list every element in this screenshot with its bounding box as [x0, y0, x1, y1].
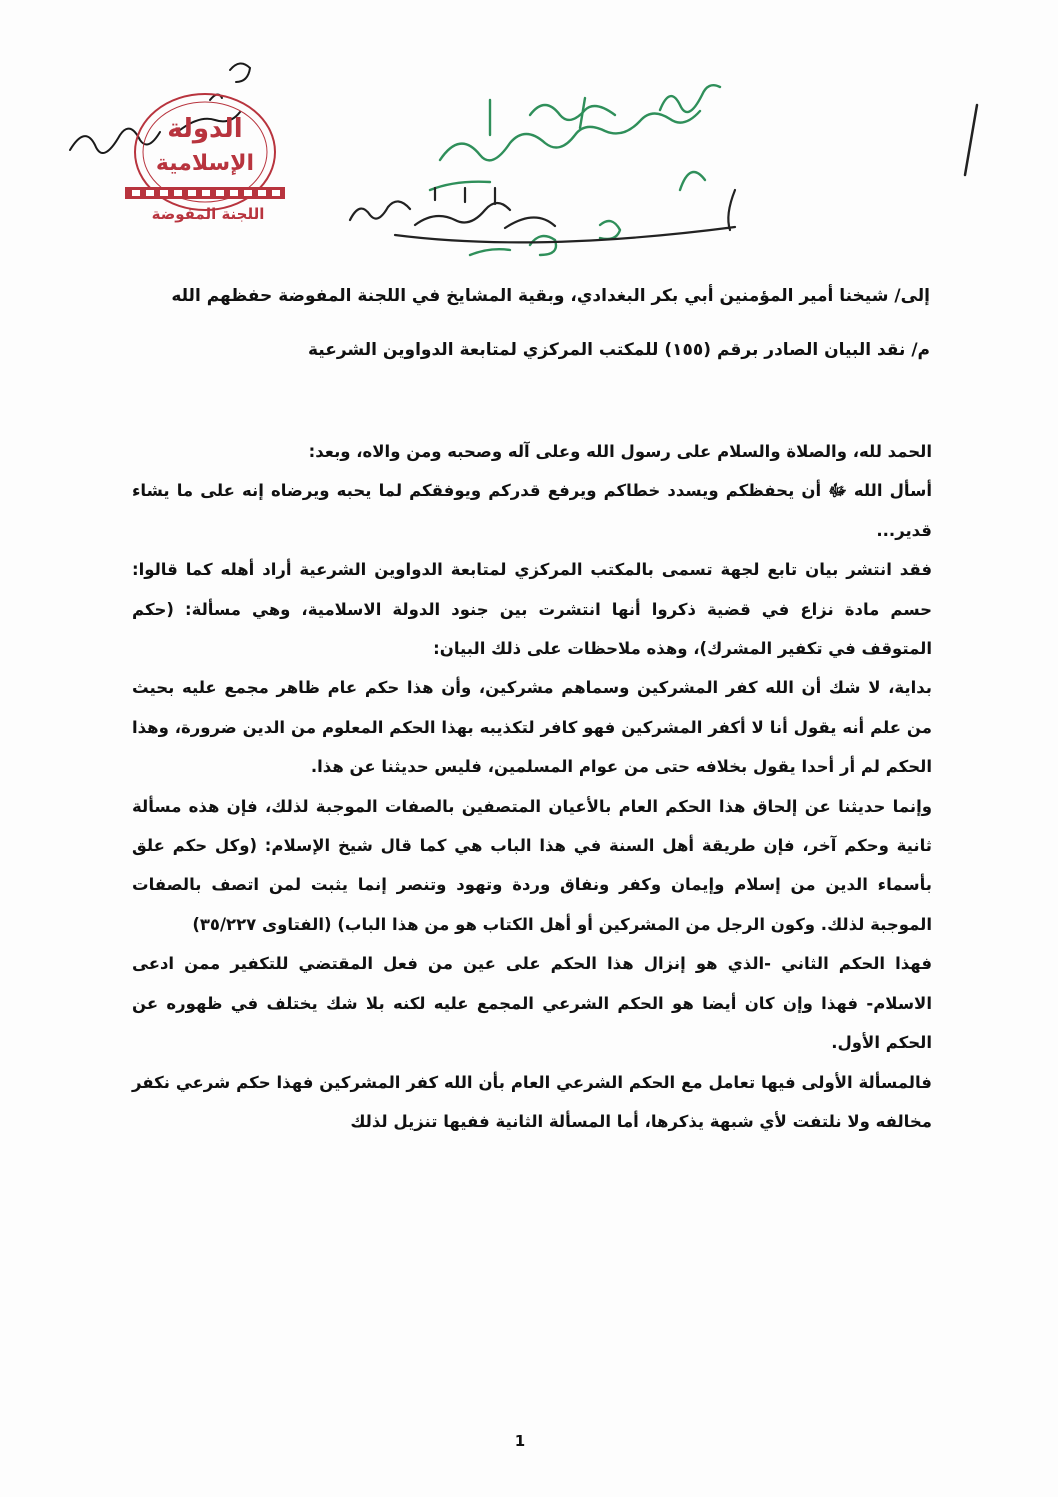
document-body [132, 432, 932, 1141]
basmala-calligraphy [335, 180, 755, 250]
seal-subtitle: اللجنة المفوضة [151, 205, 265, 223]
addressee-line: إلى/ شيخنا أمير المؤمنين أبي بكر البغدادي، وبقية المشايخ في اللجنة المفوضة حفظهم الله [171, 286, 930, 306]
subject-line: م/ نقد البيان الصادر برقم (١٥٥) للمكتب المركزي لمتابعة الدواوين الشرعية [307, 340, 930, 360]
margin-mark [955, 100, 985, 180]
paragraph: فهذا الحكم الثاني -الذي هو إنزال هذا الحكم على عين من فعل المقتضي للتكفير ممن ادعى الاسلام- فهذا وإن كان أيضا هو الحكم الشرعي المجمع عليه لكنه بلا شك يختلف في ظهوره عن الحكم الأول. [132, 954, 932, 1053]
page-number: 1 [514, 1432, 526, 1450]
paragraph-opening: الحمد لله، والصلاة والسلام على رسول الله وعلى آله وصحبه ومن والاه، وبعد: [308, 442, 932, 461]
paragraph: فالمسألة الأولى فيها تعامل مع الحكم الشرعي العام بأن الله كفر المشركين فهذا حكم شرعي نكفر مخالفه ولا نلتفت لأي شبهة يذكرها، أما المسألة الثانية ففيها تنزيل لذلك [132, 1072, 932, 1131]
svg-text:الدولة: الدولة [167, 114, 243, 144]
paragraph: بداية، لا شك أن الله كفر المشركين وسماهم مشركين، وأن هذا حكم عام ظاهر مجمع عليه بحيث من علم أنه يقول أنا لا أكفر المشركين فهو كافر لتكذيبه بهذا الحكم المعلوم من الدين ضرورة، وهذا الحكم لم أر أحدا يقول بخلافه حتى من عوام المسلمين، فليس حديثنا عن هذا. [132, 678, 932, 777]
paragraph: فقد انتشر بيان تابع لجهة تسمى بالمكتب المركزي لمتابعة الدواوين الشرعية أراد أهله كما قالوا: حسم مادة نزاع في قضية ذكروا أنها انتشرت بين جنود الدولة الاسلامية، وهي مسألة: (حكم المتوقف في تكفير المشرك)، وهذه ملاحظات على ذلك البيان: [132, 560, 932, 659]
paragraph: وإنما حديثنا عن إلحاق هذا الحكم العام بالأعيان المتصفين بالصفات الموجبة لذلك، فإن هذه مسألة ثانية وحكم آخر، فإن طريقة أهل السنة في هذا الباب هي كما قال شيخ الإسلام: (وكل حكم علق بأسماء الدين من إسلام وإيمان وكفر ونفاق وردة وتهود وتنصر إنما يثبت لمن اتصف بالصفات الموجبة لذلك. وكون الرجل من المشركين أو أهل الكتاب هو من هذا الباب) (الفتاوى ٣٥/٢٢٧) [132, 796, 932, 934]
paragraph: أسأل الله ﷻ أن يحفظكم ويسدد خطاكم ويرفع قدركم ويوفقكم لما يحبه ويرضاه إنه على ما يشاء قدير... [132, 481, 932, 540]
svg-text:الإسلامية: الإسلامية [155, 151, 255, 176]
